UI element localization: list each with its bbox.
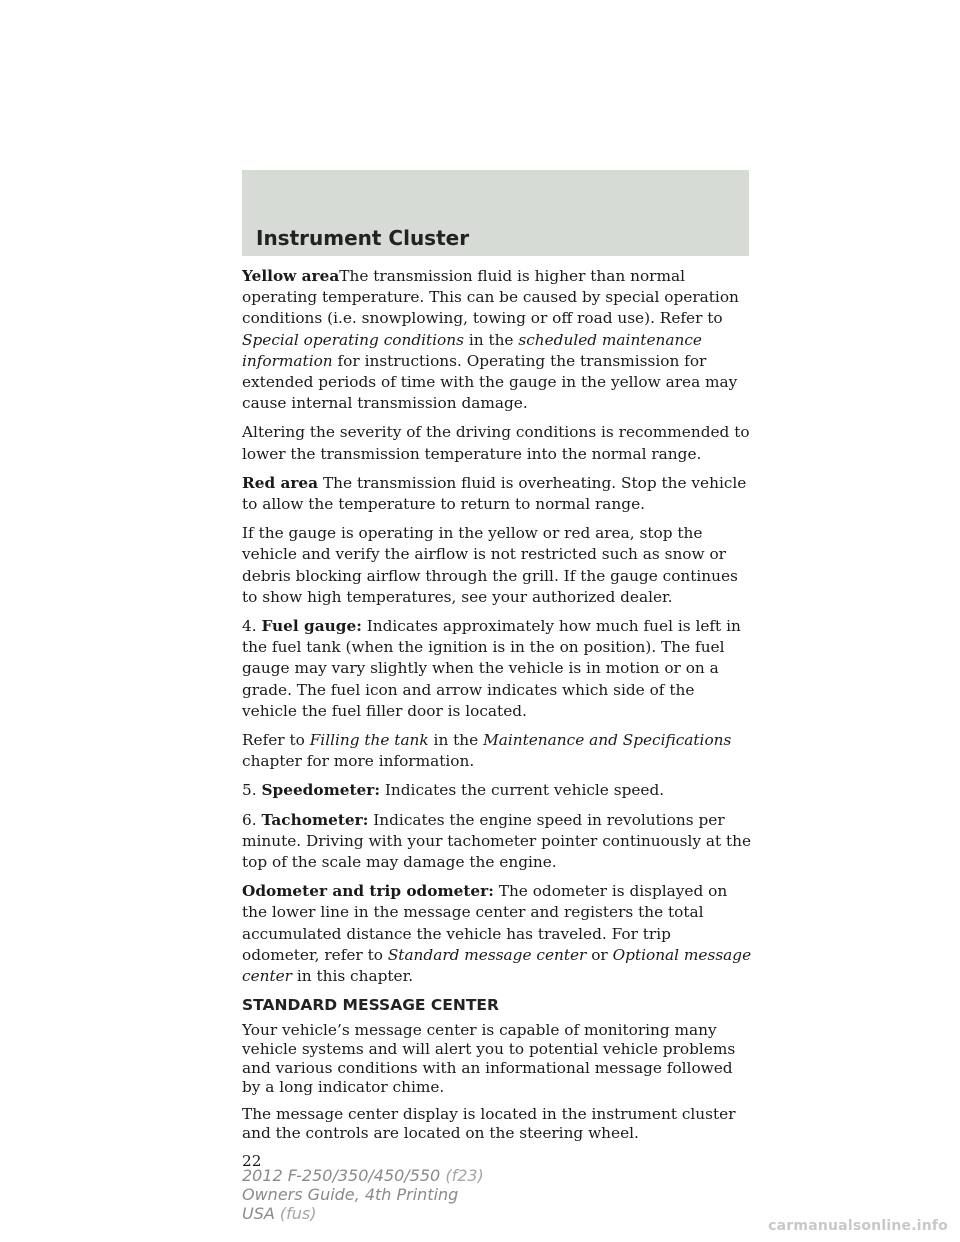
document-footer: [242, 1166, 484, 1223]
fuel-gauge-term: Fuel gauge:: [261, 617, 362, 636]
yellow-area-term: Yellow area: [242, 267, 340, 285]
footer-model-line: 2012 F-250/350/450/550 (f23): [242, 1166, 484, 1185]
cross-reference: Optional message center: [242, 945, 752, 986]
odometer-term: Odometer and trip odometer:: [242, 882, 494, 901]
message-center-location-paragraph: The message center display is located in the instrument cluster and the controls are located on the steering wheel.: [242, 1104, 736, 1142]
cross-reference: scheduled maintenance information: [242, 330, 702, 370]
page-content: [242, 266, 752, 1180]
cross-reference: Maintenance and Specifications: [483, 731, 732, 750]
yellow-area-paragraph: Yellow areaThe transmission fluid is higher than normal operating temperature. This can be caused by special operation conditions (i.e. snowplowing, towing or off road use). Refer to Special operating conditions in the scheduled maintenance information for instructions. Operating the transmission for extended periods of time with the gauge in the yellow area may cause internal transmission damage.: [242, 267, 739, 413]
tachometer-term: Tachometer:: [261, 810, 369, 829]
speedometer-paragraph: 5. Speedometer: Indicates the current vehicle speed.: [242, 781, 665, 800]
cross-reference: Standard message center: [387, 945, 587, 964]
cross-reference: Filling the tank: [309, 731, 429, 750]
tachometer-paragraph: 6. Tachometer: Indicates the engine speed in revolutions per minute. Driving with your tachometer pointer continuously at the top of the scale may damage the engine.: [242, 810, 752, 872]
red-area-term: Red area: [242, 473, 319, 492]
speedometer-term: Speedometer:: [261, 781, 380, 800]
watermark: carmanualsonline.info: [768, 1218, 948, 1234]
standard-message-center-heading: STANDARD MESSAGE CENTER: [242, 996, 499, 1015]
driving-conditions-paragraph: Altering the severity of the driving conditions is recommended to lower the transmission temperature into the normal range.: [242, 423, 750, 463]
red-area-paragraph: Red area The transmission fluid is overheating. Stop the vehicle to allow the temperature to return to normal range.: [242, 473, 747, 514]
section-title: Instrument Cluster: [256, 226, 470, 250]
gauge-warning-paragraph: If the gauge is operating in the yellow or red area, stop the vehicle and verify the airflow is not restricted such as snow or debris blocking airflow through the grill. If the gauge continues to show high temperatures, see your authorized dealer.: [242, 524, 738, 606]
fuel-gauge-paragraph: 4. Fuel gauge: Indicates approximately how much fuel is left in the fuel tank (when the ignition is in the on position). The fuel gauge may vary slightly when the vehicle is in motion or on a grade. The fuel icon and arrow indicates which side of the vehicle the fuel filler door is located.: [242, 617, 741, 720]
footer-guide-line: Owners Guide, 4th Printing: [242, 1185, 459, 1204]
odometer-paragraph: Odometer and trip odometer: The odometer is displayed on the lower line in the message center and registers the total accumulated distance the vehicle has traveled. For trip odometer, refer to Standard message center or Optional message center in this chapter.: [242, 882, 752, 986]
message-center-intro-paragraph: Your vehicle’s message center is capable of monitoring many vehicle systems and will alert you to potential vehicle problems and various conditions with an informational message followed by a long indicator chime.: [242, 1020, 736, 1096]
filling-tank-reference-paragraph: Refer to Filling the tank in the Maintenance and Specifications chapter for more information.: [242, 731, 732, 771]
cross-reference: Special operating conditions: [242, 330, 464, 349]
page-number: 22: [242, 1151, 262, 1170]
footer-region-line: USA (fus): [242, 1204, 317, 1223]
